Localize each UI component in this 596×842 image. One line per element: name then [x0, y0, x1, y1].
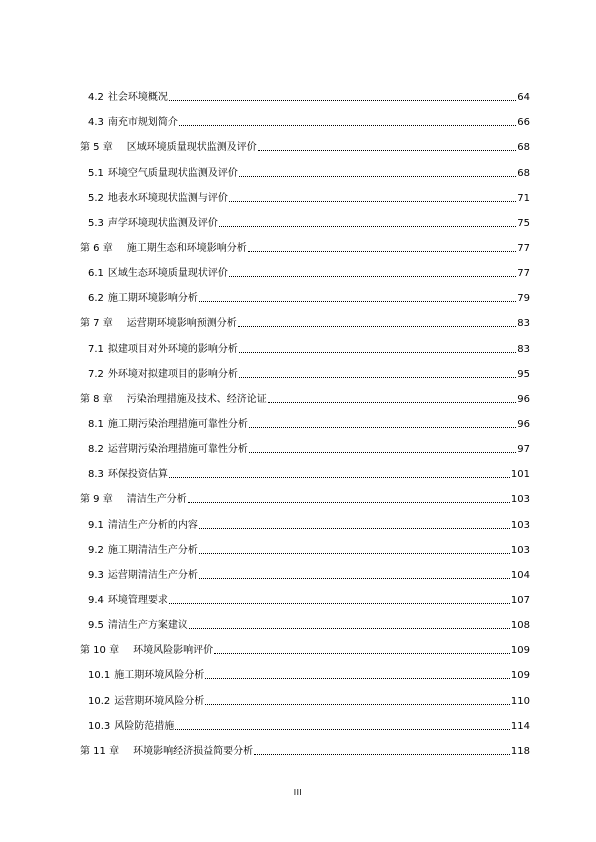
- toc-entry-title: 施工期生态和环境影响分析: [126, 242, 247, 254]
- toc-dot-leader: [239, 377, 516, 378]
- toc-dot-leader: [248, 251, 517, 252]
- toc-entry[interactable]: [80, 330, 530, 355]
- toc-entry[interactable]: [80, 682, 530, 707]
- toc-entry-title: 地表水环境现状监测与评价: [107, 192, 228, 204]
- toc-dot-leader: [214, 653, 510, 654]
- toc-entry-page: 114: [510, 720, 530, 732]
- toc-entry-number: 10.2: [88, 695, 111, 707]
- toc-entry-number: 5.2: [88, 192, 104, 204]
- toc-entry-number: 8.3: [88, 469, 104, 481]
- toc-entry[interactable]: [80, 79, 530, 104]
- toc-entry-page: 66: [517, 117, 530, 129]
- toc-dot-leader: [199, 301, 516, 302]
- toc-dot-leader: [219, 226, 516, 227]
- toc-dot-leader: [229, 201, 516, 202]
- toc-entry-number: 第 10 章: [80, 645, 120, 657]
- toc-entry[interactable]: [80, 657, 530, 682]
- toc-entry-number: 4.3: [88, 117, 104, 129]
- toc-entry[interactable]: [80, 255, 530, 280]
- toc-dot-leader: [249, 427, 516, 428]
- toc-entry-page: 71: [517, 192, 530, 204]
- toc-entry[interactable]: [80, 733, 530, 758]
- toc-entry-number: 9.1: [88, 519, 104, 531]
- page-number: III: [293, 788, 303, 797]
- toc-dot-leader: [179, 125, 516, 126]
- toc-dot-leader: [249, 452, 516, 453]
- toc-entry-page: 108: [510, 620, 530, 632]
- toc-entry-number: 第 7 章: [80, 318, 113, 330]
- toc-entry-page: 96: [517, 418, 530, 430]
- toc-dot-leader: [169, 477, 510, 478]
- toc-dot-leader: [238, 326, 517, 327]
- toc-entry-number: 9.3: [88, 569, 104, 581]
- toc-entry-page: 101: [510, 469, 530, 481]
- toc-entry-title: 区域生态环境质量现状评价: [107, 268, 228, 280]
- table-of-contents: [80, 79, 530, 758]
- toc-entry-page: 103: [510, 494, 530, 506]
- toc-entry-title: 施工期环境影响分析: [107, 293, 198, 305]
- toc-entry[interactable]: [80, 632, 530, 657]
- toc-entry[interactable]: [80, 582, 530, 607]
- toc-entry-page: 107: [510, 594, 530, 606]
- toc-dot-leader: [169, 603, 510, 604]
- toc-entry-number: 第 6 章: [80, 242, 113, 254]
- toc-entry-page: 118: [510, 745, 530, 757]
- toc-dot-leader: [175, 729, 510, 730]
- toc-entry-number: 9.5: [88, 620, 104, 632]
- toc-entry-title: 清洁生产分析: [126, 494, 187, 506]
- toc-entry-title: 施工期清洁生产分析: [107, 544, 198, 556]
- toc-entry-page: 79: [517, 293, 530, 305]
- toc-entry[interactable]: [80, 180, 530, 205]
- toc-entry-page: 77: [517, 268, 530, 280]
- toc-entry-number: 8.1: [88, 418, 104, 430]
- toc-entry-page: 83: [517, 318, 530, 330]
- toc-entry-number: 10.3: [88, 720, 111, 732]
- toc-entry-number: 10.1: [88, 670, 111, 682]
- toc-entry-number: 5.3: [88, 217, 104, 229]
- toc-entry-number: 7.1: [88, 343, 104, 355]
- toc-dot-leader: [254, 754, 510, 755]
- toc-entry-title: 环境管理要求: [107, 594, 168, 606]
- toc-entry[interactable]: [80, 280, 530, 305]
- toc-entry-page: 103: [510, 544, 530, 556]
- toc-entry[interactable]: [80, 506, 530, 531]
- toc-entry-number: 第 11 章: [80, 745, 120, 757]
- toc-entry-title: 清洁生产分析的内容: [107, 519, 198, 531]
- toc-dot-leader: [199, 578, 510, 579]
- toc-entry-title: 社会环境概况: [107, 92, 168, 104]
- toc-entry-page: 75: [517, 217, 530, 229]
- toc-entry-number: 7.2: [88, 368, 104, 380]
- toc-dot-leader: [189, 628, 510, 629]
- toc-entry-title: 运营期环境风险分析: [114, 695, 205, 707]
- toc-entry[interactable]: [80, 381, 530, 406]
- toc-entry-number: 第 8 章: [80, 393, 113, 405]
- toc-entry-page: 68: [517, 142, 530, 154]
- toc-entry[interactable]: [80, 230, 530, 255]
- toc-entry-title: 环境风险影响评价: [133, 645, 214, 657]
- toc-entry[interactable]: [80, 104, 530, 129]
- toc-entry-page: 103: [510, 519, 530, 531]
- toc-dot-leader: [205, 678, 510, 679]
- toc-entry[interactable]: [80, 406, 530, 431]
- toc-entry[interactable]: [80, 607, 530, 632]
- toc-entry-number: 第 5 章: [80, 142, 113, 154]
- toc-dot-leader: [199, 553, 510, 554]
- toc-dot-leader: [268, 402, 517, 403]
- toc-dot-leader: [239, 352, 516, 353]
- toc-entry-number: 9.4: [88, 594, 104, 606]
- toc-entry-number: 8.2: [88, 444, 104, 456]
- toc-entry-title: 声学环境现状监测及评价: [107, 217, 218, 229]
- toc-entry-number: 第 9 章: [80, 494, 113, 506]
- toc-entry[interactable]: [80, 431, 530, 456]
- toc-entry-title: 环境影响经济损益简要分析: [133, 745, 254, 757]
- toc-entry-title: 拟建项目对外环境的影响分析: [107, 343, 238, 355]
- toc-entry-page: 68: [517, 167, 530, 179]
- toc-entry-title: 污染治理措施及技术、经济论证: [126, 393, 267, 405]
- toc-entry-number: 6.1: [88, 268, 104, 280]
- toc-entry-page: 97: [517, 444, 530, 456]
- toc-entry-number: 5.1: [88, 167, 104, 179]
- toc-entry-title: 清洁生产方案建议: [107, 620, 188, 632]
- toc-dot-leader: [205, 704, 510, 705]
- toc-dot-leader: [229, 276, 516, 277]
- toc-entry-title: 风险防范措施: [114, 720, 175, 732]
- toc-entry-page: 77: [517, 242, 530, 254]
- toc-entry-page: 96: [517, 393, 530, 405]
- toc-entry[interactable]: [80, 305, 530, 330]
- toc-entry-title: 运营期环境影响预测分析: [126, 318, 237, 330]
- toc-entry[interactable]: [80, 154, 530, 179]
- toc-entry[interactable]: [80, 708, 530, 733]
- toc-entry[interactable]: [80, 481, 530, 506]
- toc-entry-title: 环境空气质量现状监测及评价: [107, 167, 238, 179]
- toc-entry[interactable]: [80, 205, 530, 230]
- toc-entry-title: 南充市规划简介: [107, 117, 178, 129]
- toc-dot-leader: [199, 528, 510, 529]
- toc-entry[interactable]: [80, 557, 530, 582]
- toc-entry-title: 环保投资估算: [107, 469, 168, 481]
- toc-entry-page: 64: [517, 92, 530, 104]
- toc-entry-title: 运营期清洁生产分析: [107, 569, 198, 581]
- toc-entry-page: 104: [510, 569, 530, 581]
- toc-entry-page: 95: [517, 368, 530, 380]
- toc-entry-page: 83: [517, 343, 530, 355]
- toc-entry[interactable]: [80, 532, 530, 557]
- toc-entry[interactable]: [80, 129, 530, 154]
- toc-dot-leader: [188, 502, 510, 503]
- toc-entry-title: 区域环境质量现状监测及评价: [126, 142, 257, 154]
- toc-entry-title: 运营期污染治理措施可靠性分析: [107, 444, 248, 456]
- toc-entry-number: 4.2: [88, 92, 104, 104]
- toc-entry-page: 109: [510, 670, 530, 682]
- toc-entry-title: 施工期污染治理措施可靠性分析: [107, 418, 248, 430]
- toc-entry-number: 6.2: [88, 293, 104, 305]
- toc-entry-number: 9.2: [88, 544, 104, 556]
- toc-entry-page: 110: [510, 695, 530, 707]
- toc-entry-title: 施工期环境风险分析: [114, 670, 205, 682]
- toc-entry[interactable]: [80, 456, 530, 481]
- toc-entry-title: 外环境对拟建项目的影响分析: [107, 368, 238, 380]
- toc-dot-leader: [258, 150, 517, 151]
- toc-dot-leader: [239, 176, 516, 177]
- toc-dot-leader: [169, 100, 516, 101]
- toc-entry-page: 109: [510, 645, 530, 657]
- toc-entry[interactable]: [80, 356, 530, 381]
